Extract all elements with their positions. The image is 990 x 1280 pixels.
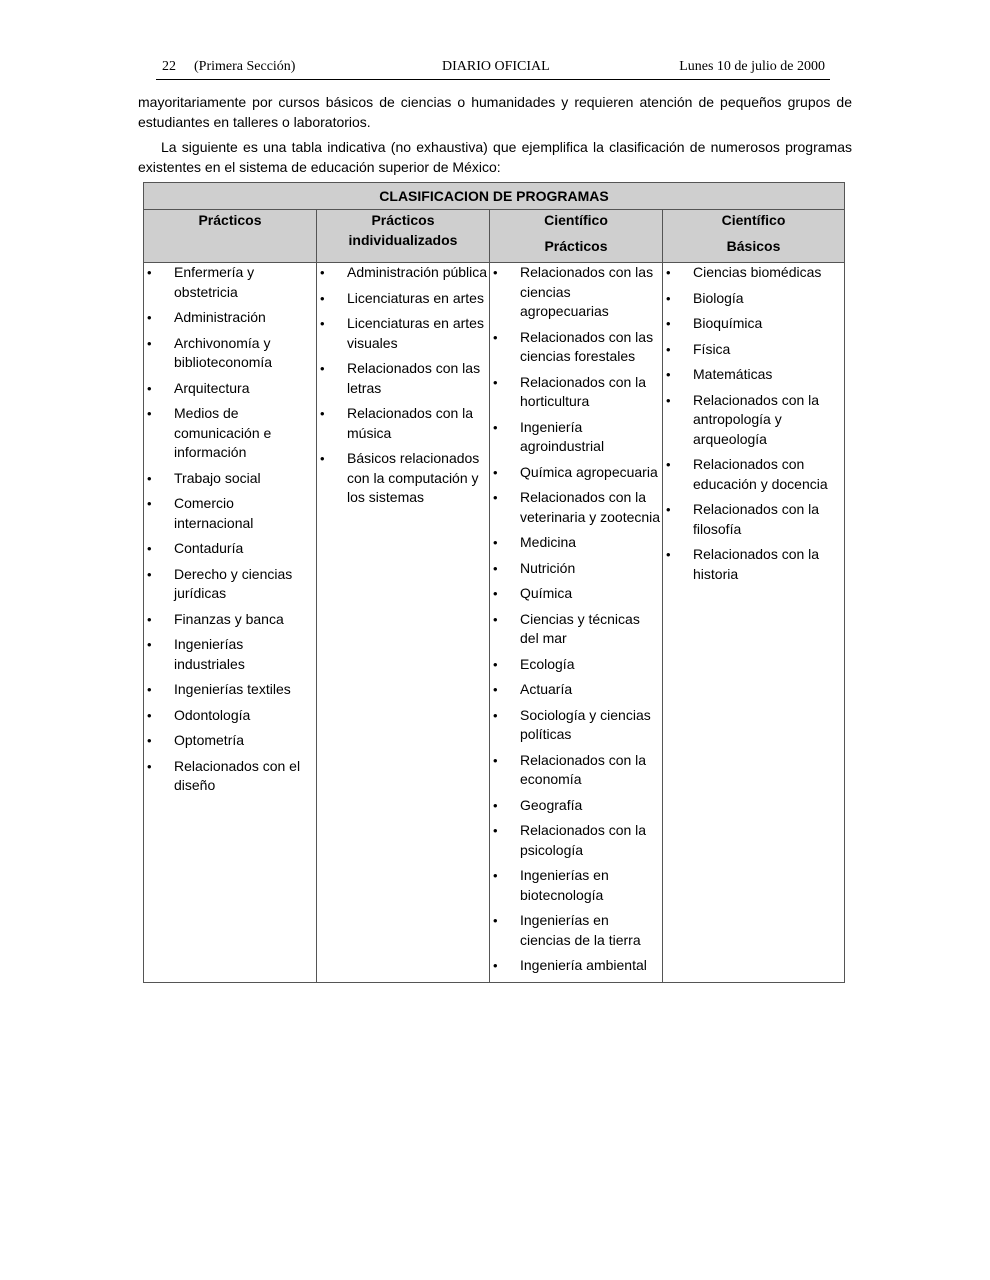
bullet-icon: •: [147, 335, 152, 351]
list-item-label: Ecología: [520, 655, 575, 672]
list-item: [490, 911, 662, 950]
bullet-icon: •: [147, 406, 152, 421]
list-item-label: Ingenierías en ciencias de la tierra: [520, 912, 641, 948]
list-item: [490, 866, 662, 905]
bullet-icon: •: [147, 682, 152, 697]
list-item-label: Administración: [174, 309, 266, 325]
list-item-label: Ciencias biomédicas: [693, 264, 822, 280]
list-item-label: Relacionados con el diseño: [174, 757, 301, 793]
publication-date: Lunes 10 de julio de 2000: [679, 59, 825, 74]
bullet-icon: •: [666, 341, 671, 357]
bullet-icon: •: [666, 265, 671, 280]
list-item-label: Física: [693, 340, 731, 357]
bullet-icon: •: [493, 329, 498, 345]
list-item: [663, 545, 844, 584]
list-item: [490, 559, 662, 579]
list-item: [144, 610, 316, 630]
list-item-label: Administración pública: [347, 264, 488, 280]
list-item-label: Relacionados con la veterinaria y zootecnia: [520, 489, 661, 525]
list-item-label: Ingenierías en biotecnología: [520, 867, 609, 903]
list-item-label: Medicina: [520, 534, 577, 550]
list-item-label: Relacionados con las letras: [347, 360, 481, 396]
list-item: [490, 418, 662, 457]
column-header-line2: Prácticos: [544, 238, 608, 254]
list-item-label: Finanzas y banca: [174, 610, 284, 627]
publication-title: DIARIO OFICIAL: [442, 59, 550, 74]
list-item-label: Química agropecuaria: [520, 463, 658, 480]
list-item: [317, 404, 489, 443]
column-header-line2: individualizados: [348, 232, 458, 248]
list-item-label: Archivonomía y biblioteconomía: [174, 334, 273, 370]
bullet-icon: •: [320, 361, 325, 376]
list-item-label: Básicos relacionados con la computación y los sistemas: [347, 450, 480, 505]
bullet-icon: •: [666, 290, 671, 306]
column-header-line1: Científico: [721, 212, 786, 228]
bullet-icon: •: [147, 265, 152, 280]
column-header-line2: Básicos: [726, 238, 781, 254]
list-item-label: Relacionados con las ciencias agropecuarias: [520, 264, 654, 319]
list-item-label: Biología: [693, 289, 744, 306]
list-item: [490, 463, 662, 483]
list-item: [663, 263, 844, 283]
list-item: [144, 494, 316, 533]
list-item-label: Relacionados con la música: [347, 405, 474, 441]
bullet-icon: •: [493, 374, 498, 390]
list-item-label: Relacionados con la psicología: [520, 822, 647, 858]
list-item-label: Odontología: [174, 706, 251, 723]
list-item-label: Trabajo social: [174, 469, 261, 486]
list-item-label: Relacionados con las ciencias forestales: [520, 328, 654, 364]
bullet-icon: •: [493, 913, 498, 928]
bullet-icon: •: [147, 611, 152, 627]
bullet-icon: •: [493, 490, 498, 505]
bullet-icon: •: [493, 611, 498, 627]
list-item: [144, 680, 316, 700]
list-item-label: Sociología y ciencias políticas: [520, 706, 651, 742]
list-item-label: Comercio internacional: [174, 495, 254, 531]
list-item-label: Ciencias y técnicas del mar: [520, 610, 640, 646]
section-label: (Primera Sección): [194, 59, 296, 74]
column-list-cientifico-practicos: [490, 263, 663, 983]
list-item: [490, 796, 662, 816]
program-classification-table: [143, 182, 845, 983]
bullet-icon: •: [493, 868, 498, 883]
bullet-icon: •: [666, 547, 671, 562]
page-header: [156, 57, 830, 80]
paragraph-intro: La siguiente es una tabla indicativa (no exhaustiva) que ejemplifica la clasificación de numerosos programas existentes en el sistema de educación superior de México:: [138, 139, 852, 175]
list-item: [317, 263, 489, 283]
bullet-icon: •: [493, 586, 498, 601]
list-item: [490, 328, 662, 367]
bullet-icon: •: [666, 392, 671, 408]
bullet-icon: •: [320, 265, 325, 280]
list-item: [144, 731, 316, 751]
bullet-icon: •: [320, 316, 325, 331]
list-item-label: Derecho y ciencias jurídicas: [174, 565, 293, 601]
list-item-label: Relacionados con la historia: [693, 546, 820, 582]
list-item: [490, 680, 662, 700]
list-item: [317, 289, 489, 309]
list-item: [490, 821, 662, 860]
bullet-icon: •: [493, 464, 498, 480]
list-item-label: Bioquímica: [693, 315, 763, 331]
table-title: CLASIFICACION DE PROGRAMAS: [144, 183, 845, 210]
list-item: [490, 263, 662, 322]
bullet-icon: •: [666, 502, 671, 517]
list-item: [144, 469, 316, 489]
list-item: [144, 635, 316, 674]
bullet-icon: •: [493, 656, 498, 672]
bullet-icon: •: [147, 470, 152, 486]
bullet-icon: •: [666, 316, 671, 331]
list-item: [144, 263, 316, 302]
bullet-icon: •: [147, 496, 152, 511]
bullet-icon: •: [493, 823, 498, 838]
bullet-icon: •: [493, 419, 498, 435]
list-item: [144, 706, 316, 726]
column-header-line1: Prácticos: [198, 212, 262, 228]
page-number: 22: [162, 59, 176, 74]
list-item: [490, 373, 662, 412]
column-list-practicos-individualizados: [317, 263, 490, 983]
list-item: [144, 334, 316, 373]
list-item: [490, 655, 662, 675]
list-item: [490, 706, 662, 745]
bullet-icon: •: [493, 560, 498, 576]
list-item: [144, 757, 316, 796]
bullet-icon: •: [493, 752, 498, 768]
list-item: [490, 956, 662, 976]
list-item: [144, 539, 316, 559]
bullet-icon: •: [147, 541, 152, 556]
list-item-label: Licenciaturas en artes visuales: [347, 315, 484, 351]
column-list-cientifico-basicos: [663, 263, 845, 983]
bullet-icon: •: [493, 797, 498, 813]
list-item-label: Contaduría: [174, 540, 244, 556]
list-item-label: Matemáticas: [693, 366, 773, 382]
list-item: [663, 289, 844, 309]
list-item-label: Relacionados con la economía: [520, 751, 647, 787]
list-item-label: Relacionados con la filosofía: [693, 501, 820, 537]
list-item: [490, 488, 662, 527]
list-item-label: Relacionados con educación y docencia: [693, 456, 828, 492]
list-item: [490, 533, 662, 553]
list-item: [663, 500, 844, 539]
list-item: [663, 314, 844, 334]
list-item: [490, 610, 662, 649]
list-item-label: Enfermería y obstetricia: [174, 264, 255, 300]
list-item: [144, 565, 316, 604]
column-header-line1: Científico: [544, 212, 608, 228]
list-item: [490, 584, 662, 604]
column-list-practicos: [144, 263, 317, 983]
list-item: [663, 455, 844, 494]
column-header-line1: Prácticos: [371, 212, 435, 228]
list-item-label: Ingenierías industriales: [174, 636, 245, 672]
column-header-cientifico-basicos: [663, 210, 845, 263]
bullet-icon: •: [493, 958, 498, 973]
bullet-icon: •: [147, 733, 152, 748]
list-item: [663, 340, 844, 360]
list-item-label: Optometría: [174, 732, 245, 748]
list-item: [490, 751, 662, 790]
list-item-label: Medios de comunicación e información: [174, 405, 272, 460]
bullet-icon: •: [147, 637, 152, 652]
bullet-icon: •: [666, 457, 671, 472]
bullet-icon: •: [666, 367, 671, 382]
bullet-icon: •: [493, 682, 498, 697]
list-item-label: Geografía: [520, 796, 583, 813]
list-item-label: Ingenierías textiles: [174, 681, 291, 697]
bullet-icon: •: [493, 707, 498, 723]
list-item-label: Ingeniería agroindustrial: [520, 418, 605, 454]
list-item: [144, 404, 316, 463]
list-item-label: Química: [520, 585, 573, 601]
list-item-label: Nutrición: [520, 559, 576, 576]
list-item: [317, 359, 489, 398]
list-item: [317, 449, 489, 508]
list-item: [663, 391, 844, 450]
bullet-icon: •: [147, 310, 152, 325]
list-item: [144, 308, 316, 328]
list-item: [317, 314, 489, 353]
bullet-icon: •: [147, 380, 152, 396]
list-item-label: Ingeniería ambiental: [520, 957, 647, 973]
paragraph-continuation: mayoritariamente por cursos básicos de ciencias o humanidades y requieren atención de pequeños grupos de estudiantes en talleres o laboratorios.: [138, 94, 852, 130]
list-item-label: Licenciaturas en artes: [347, 289, 484, 306]
list-item: [663, 365, 844, 385]
bullet-icon: •: [493, 535, 498, 550]
column-header-practicos: [144, 210, 317, 263]
bullet-icon: •: [320, 406, 325, 421]
list-item: [144, 379, 316, 399]
list-item-label: Actuaría: [520, 681, 573, 697]
column-header-cientifico-practicos: [490, 210, 663, 263]
list-item-label: Relacionados con la horticultura: [520, 373, 647, 409]
column-header-practicos-individualizados: [317, 210, 490, 263]
bullet-icon: •: [320, 451, 325, 466]
bullet-icon: •: [493, 265, 498, 280]
bullet-icon: •: [320, 290, 325, 306]
list-item-label: Arquitectura: [174, 379, 250, 396]
bullet-icon: •: [147, 707, 152, 723]
bullet-icon: •: [147, 758, 152, 774]
bullet-icon: •: [147, 566, 152, 582]
list-item-label: Relacionados con la antropología y arqueología: [693, 391, 820, 447]
